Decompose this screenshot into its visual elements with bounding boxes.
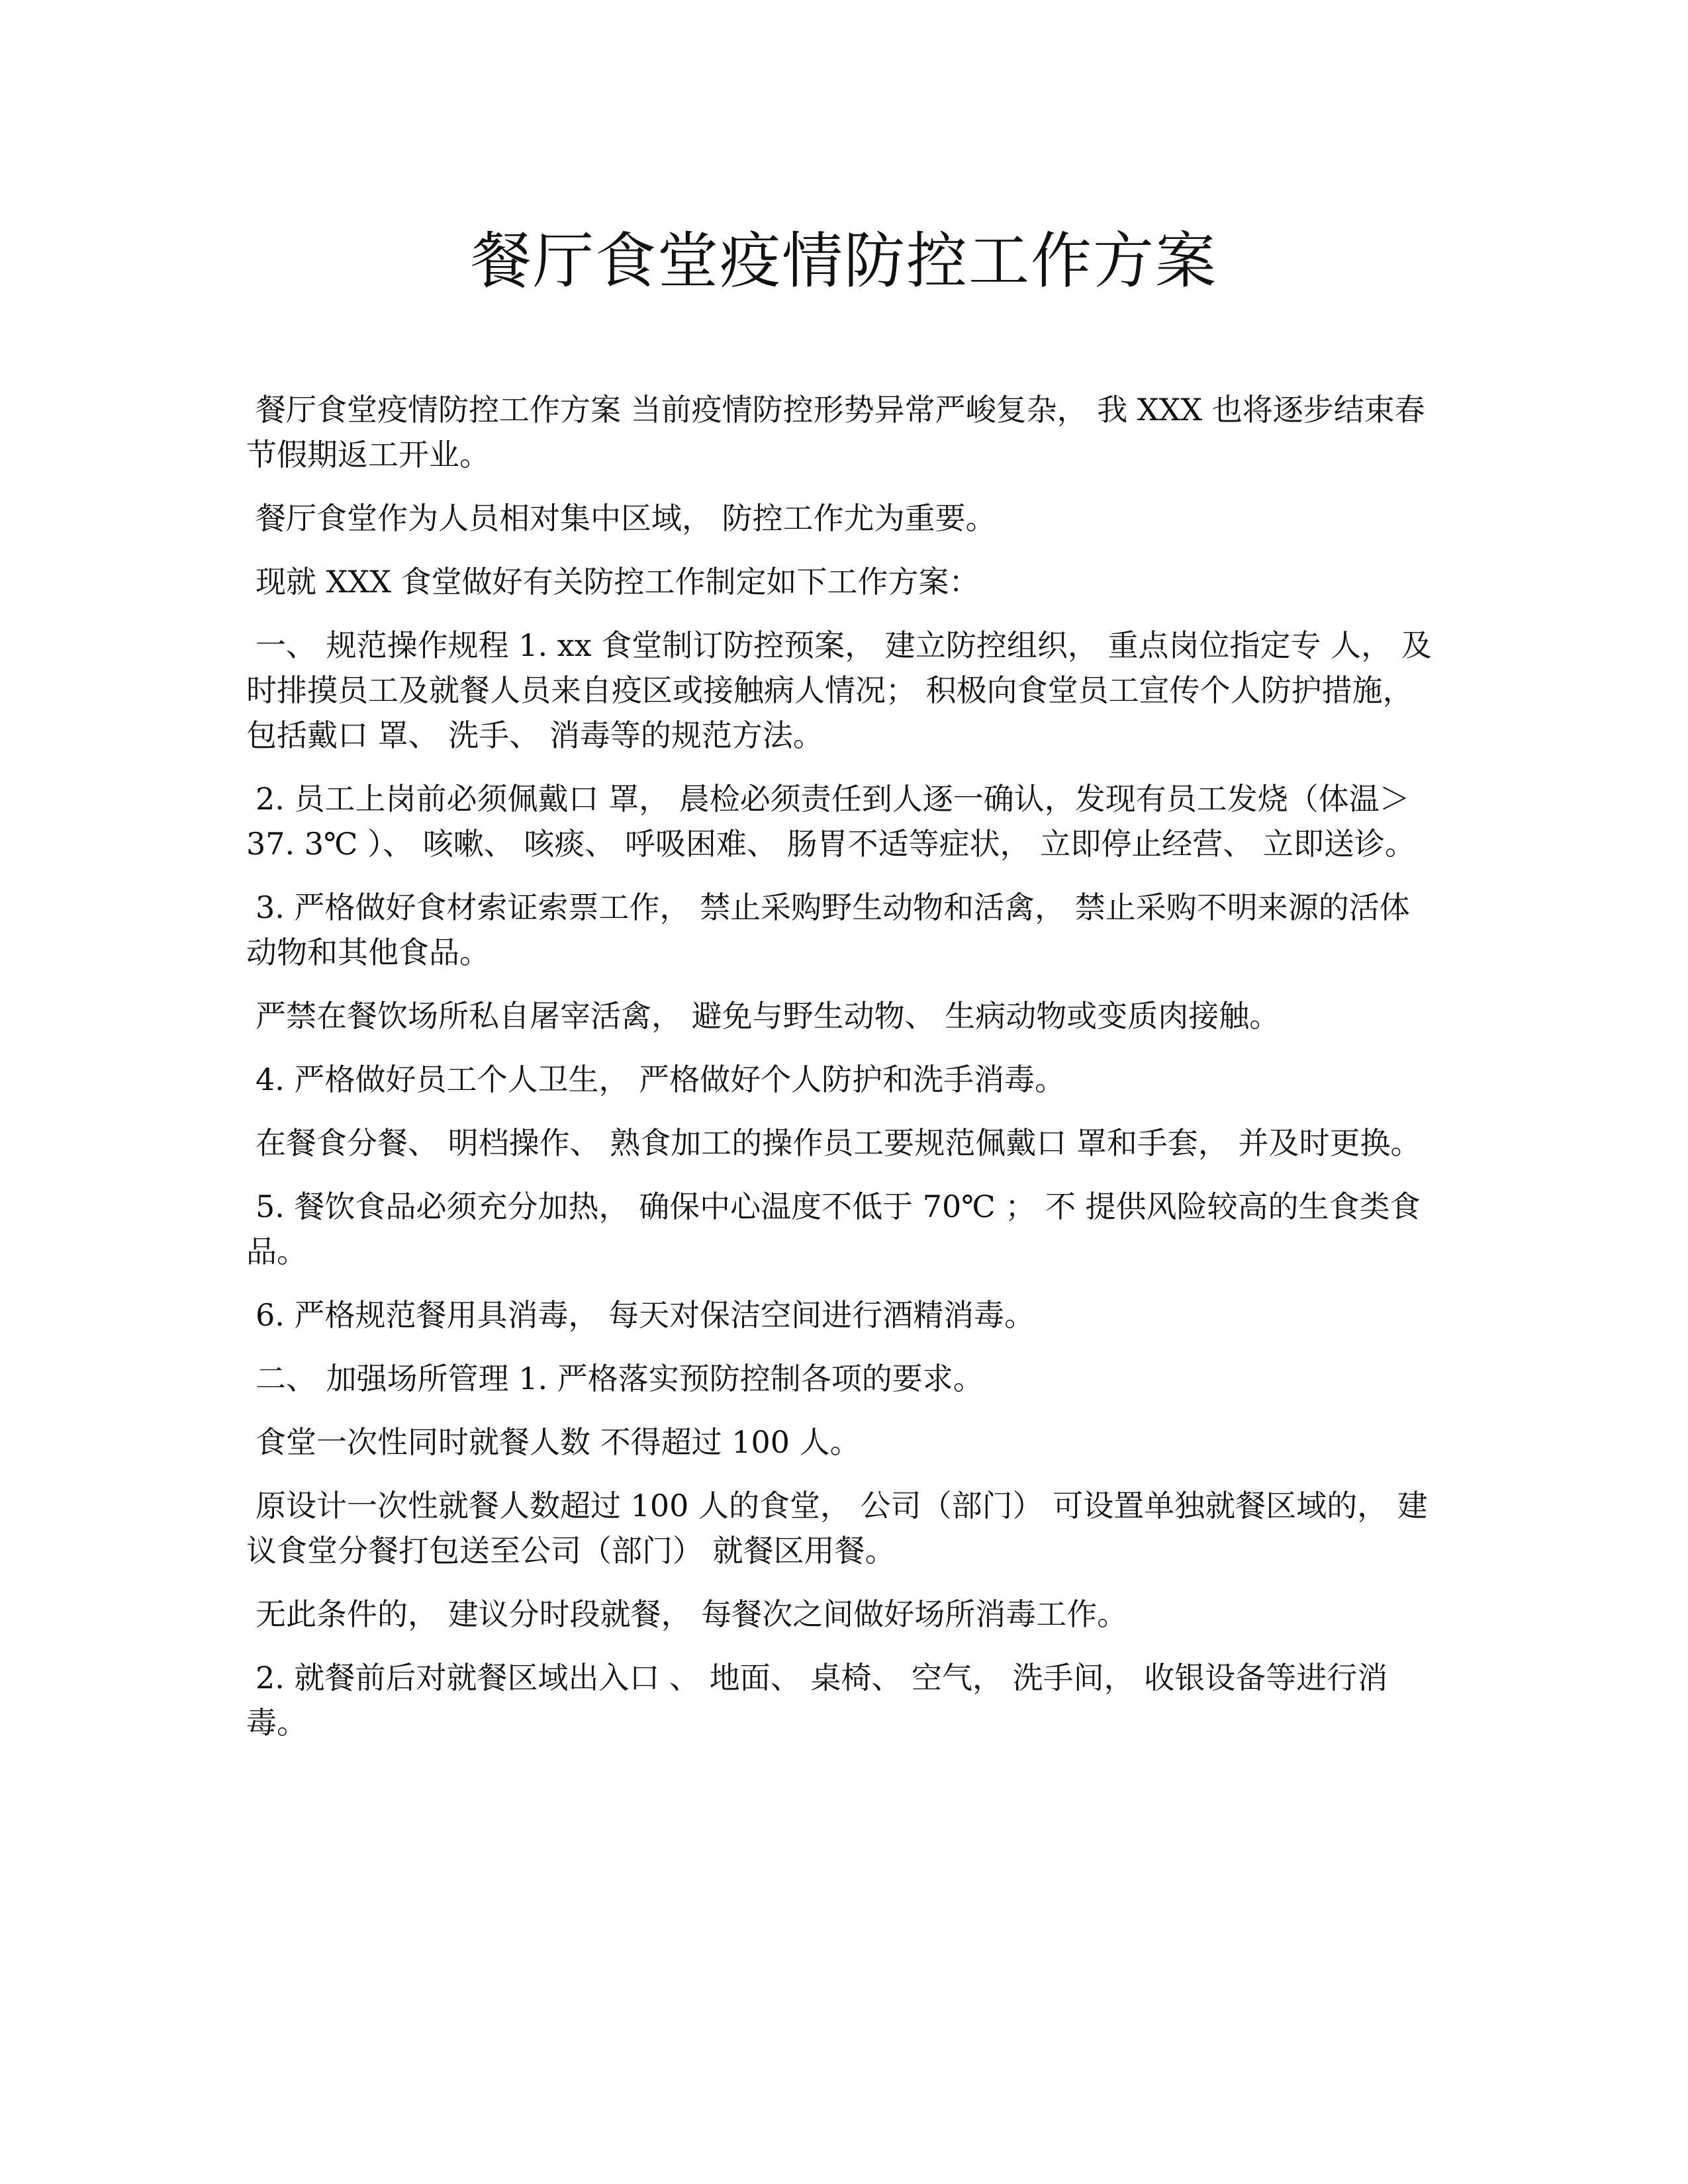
paragraph: 6. 严格规范餐用具消毒， 每天对保洁空间进行酒精消毒。	[256, 1297, 1035, 1333]
paragraph: 2. 员工上岗前必须佩戴口 罩， 晨检必须责任到人逐一确认，发现有员工发烧（体温＞ 37. 3℃ ）、 咳嗽、 咳痰、 呼吸困难、 肠胃不适等症状， 立即停止经营、 立即送诊。	[246, 781, 1415, 862]
paragraph: 食堂一次性同时就餐人数 不得超过 100 人。	[256, 1424, 861, 1460]
paragraph: 餐厅食堂作为人员相对集中区域， 防控工作尤为重要。	[256, 500, 996, 536]
paragraph: 现就 XXX 食堂做好有关防控工作制定如下工作方案：	[256, 564, 980, 600]
paragraph: 餐厅食堂疫情防控工作方案 当前疫情防控形势异常严峻复杂， 我 XXX 也将逐步结束春节假期返工开业。	[246, 392, 1425, 473]
paragraph: 二、 加强场所管理 1. 严格落实预防控制各项的要求。	[256, 1361, 984, 1396]
document-title: 餐厅食堂疫情防控工作方案	[470, 226, 1217, 296]
paragraph: 5. 餐饮食品必须充分加热， 确保中心温度不低于 70℃ ； 不 提供风险较高的生食类食品。	[246, 1189, 1421, 1269]
paragraph: 原设计一次性就餐人数超过 100 人的食堂， 公司（部门） 可设置单独就餐区域的， 建议食堂分餐打包送至公司（部门） 就餐区用餐。	[246, 1488, 1428, 1569]
paragraph: 一、 规范操作规程 1. xx 食堂制订防控预案， 建立防控组织， 重点岗位指定专 人， 及时排摸员工及就餐人员来自疫区或接触病人情况； 积极向食堂员工宣传个人防护措施， 包括戴口 罩、 洗手、 消毒等的规范方法。	[246, 627, 1432, 753]
paragraph: 严禁在餐饮场所私自屠宰活禽， 避免与野生动物、 生病动物或变质肉接触。	[256, 998, 1280, 1034]
paragraph: 3. 严格做好食材索证索票工作， 禁止采购野生动物和活禽， 禁止采购不明来源的活体动物和其他食品。	[246, 889, 1410, 970]
paragraph: 在餐食分餐、 明档操作、 熟食加工的操作员工要规范佩戴口 罩和手套， 并及时更换。	[256, 1125, 1421, 1161]
paragraph: 4. 严格做好员工个人卫生， 严格做好个人防护和洗手消毒。	[256, 1062, 1066, 1097]
document-body	[246, 387, 1438, 1764]
paragraph: 2. 就餐前后对就餐区域出入口 、 地面、 桌椅、 空气， 洗手间， 收银设备等进行消毒。	[246, 1660, 1388, 1741]
paragraph: 无此条件的， 建议分时段就餐， 每餐次之间做好场所消毒工作。	[256, 1596, 1128, 1632]
